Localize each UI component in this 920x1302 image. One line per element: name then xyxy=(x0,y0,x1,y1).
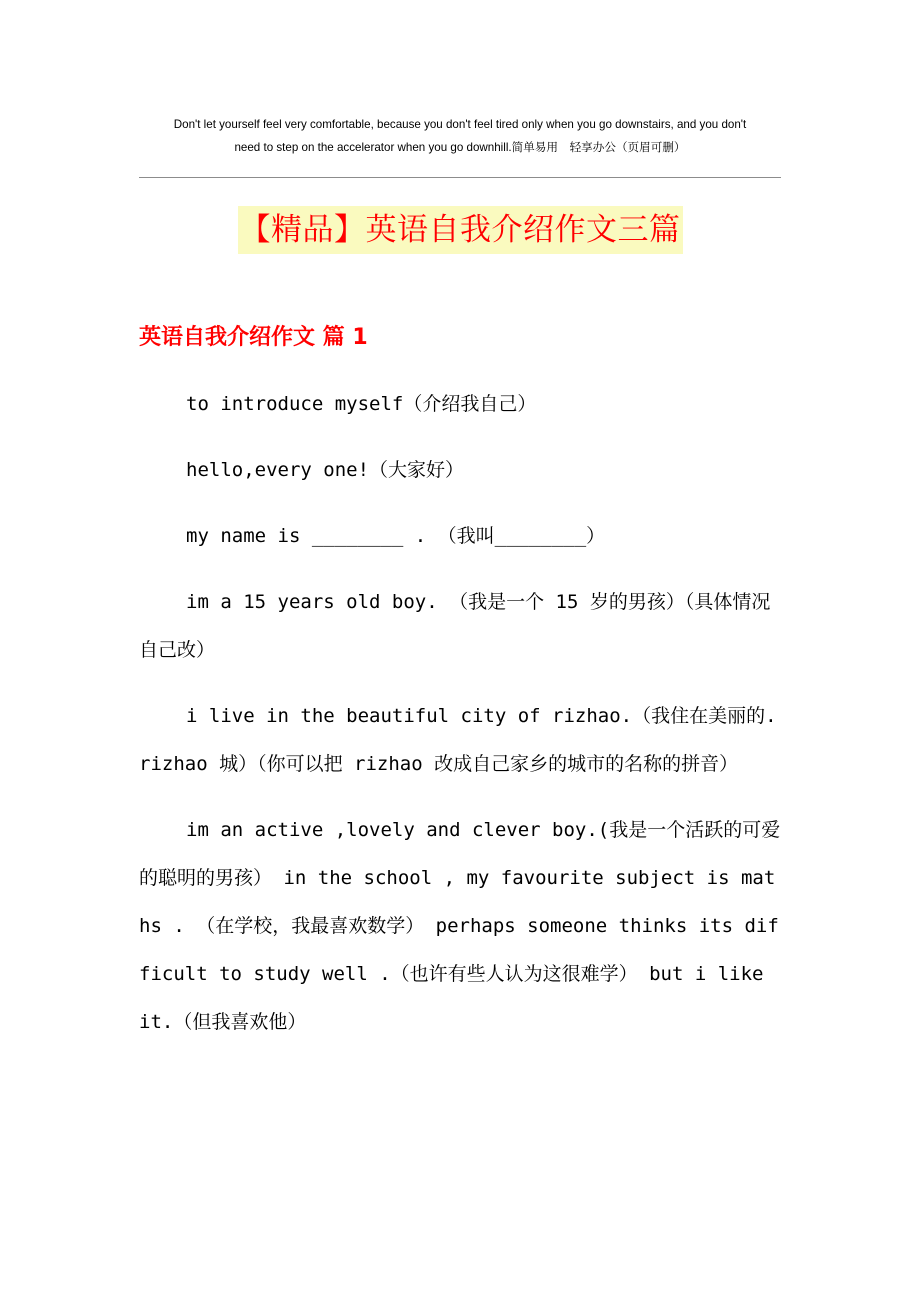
paragraph-greeting: hello,every one!（大家好） xyxy=(186,459,465,481)
paragraph-intro: to introduce myself（介绍我自己） xyxy=(186,393,537,415)
paragraph-age: im a 15 years old boy. （我是一个 15 岁的男孩）（具体情况自己改） xyxy=(139,591,771,661)
header-divider xyxy=(139,177,781,178)
document-title: 【精品】英语自我介绍作文三篇 xyxy=(238,206,683,254)
essay-body xyxy=(139,380,781,1064)
paragraph-personality: im an active ,lovely and clever boy.(我是一个活跃的可爱的聪明的男孩） in the school , my favourite subject is maths . （在学校，我最喜欢数学） perhaps someone thinks its difficult to study well .（也许有些人认为这很难学） but i like it.（但我喜欢他） xyxy=(139,819,781,1033)
header-line-2: need to step on the accelerator when you go downhill.简单易用 轻享办公（页眉可删） xyxy=(234,141,686,154)
header-line-1: Don't let yourself feel very comfortable, because you don't feel tired only when you go downstairs, and you don't xyxy=(173,118,747,131)
page-header xyxy=(139,113,781,159)
section-heading: 英语自我介绍作文 篇 1 xyxy=(139,325,368,350)
paragraph-name: my name is ________ . （我叫________） xyxy=(186,525,606,547)
title-container xyxy=(0,206,920,254)
paragraph-city: i live in the beautiful city of rizhao.（我住在美丽的.rizhao 城）（你可以把 rizhao 改成自己家乡的城市的名称的拼音） xyxy=(139,705,777,775)
